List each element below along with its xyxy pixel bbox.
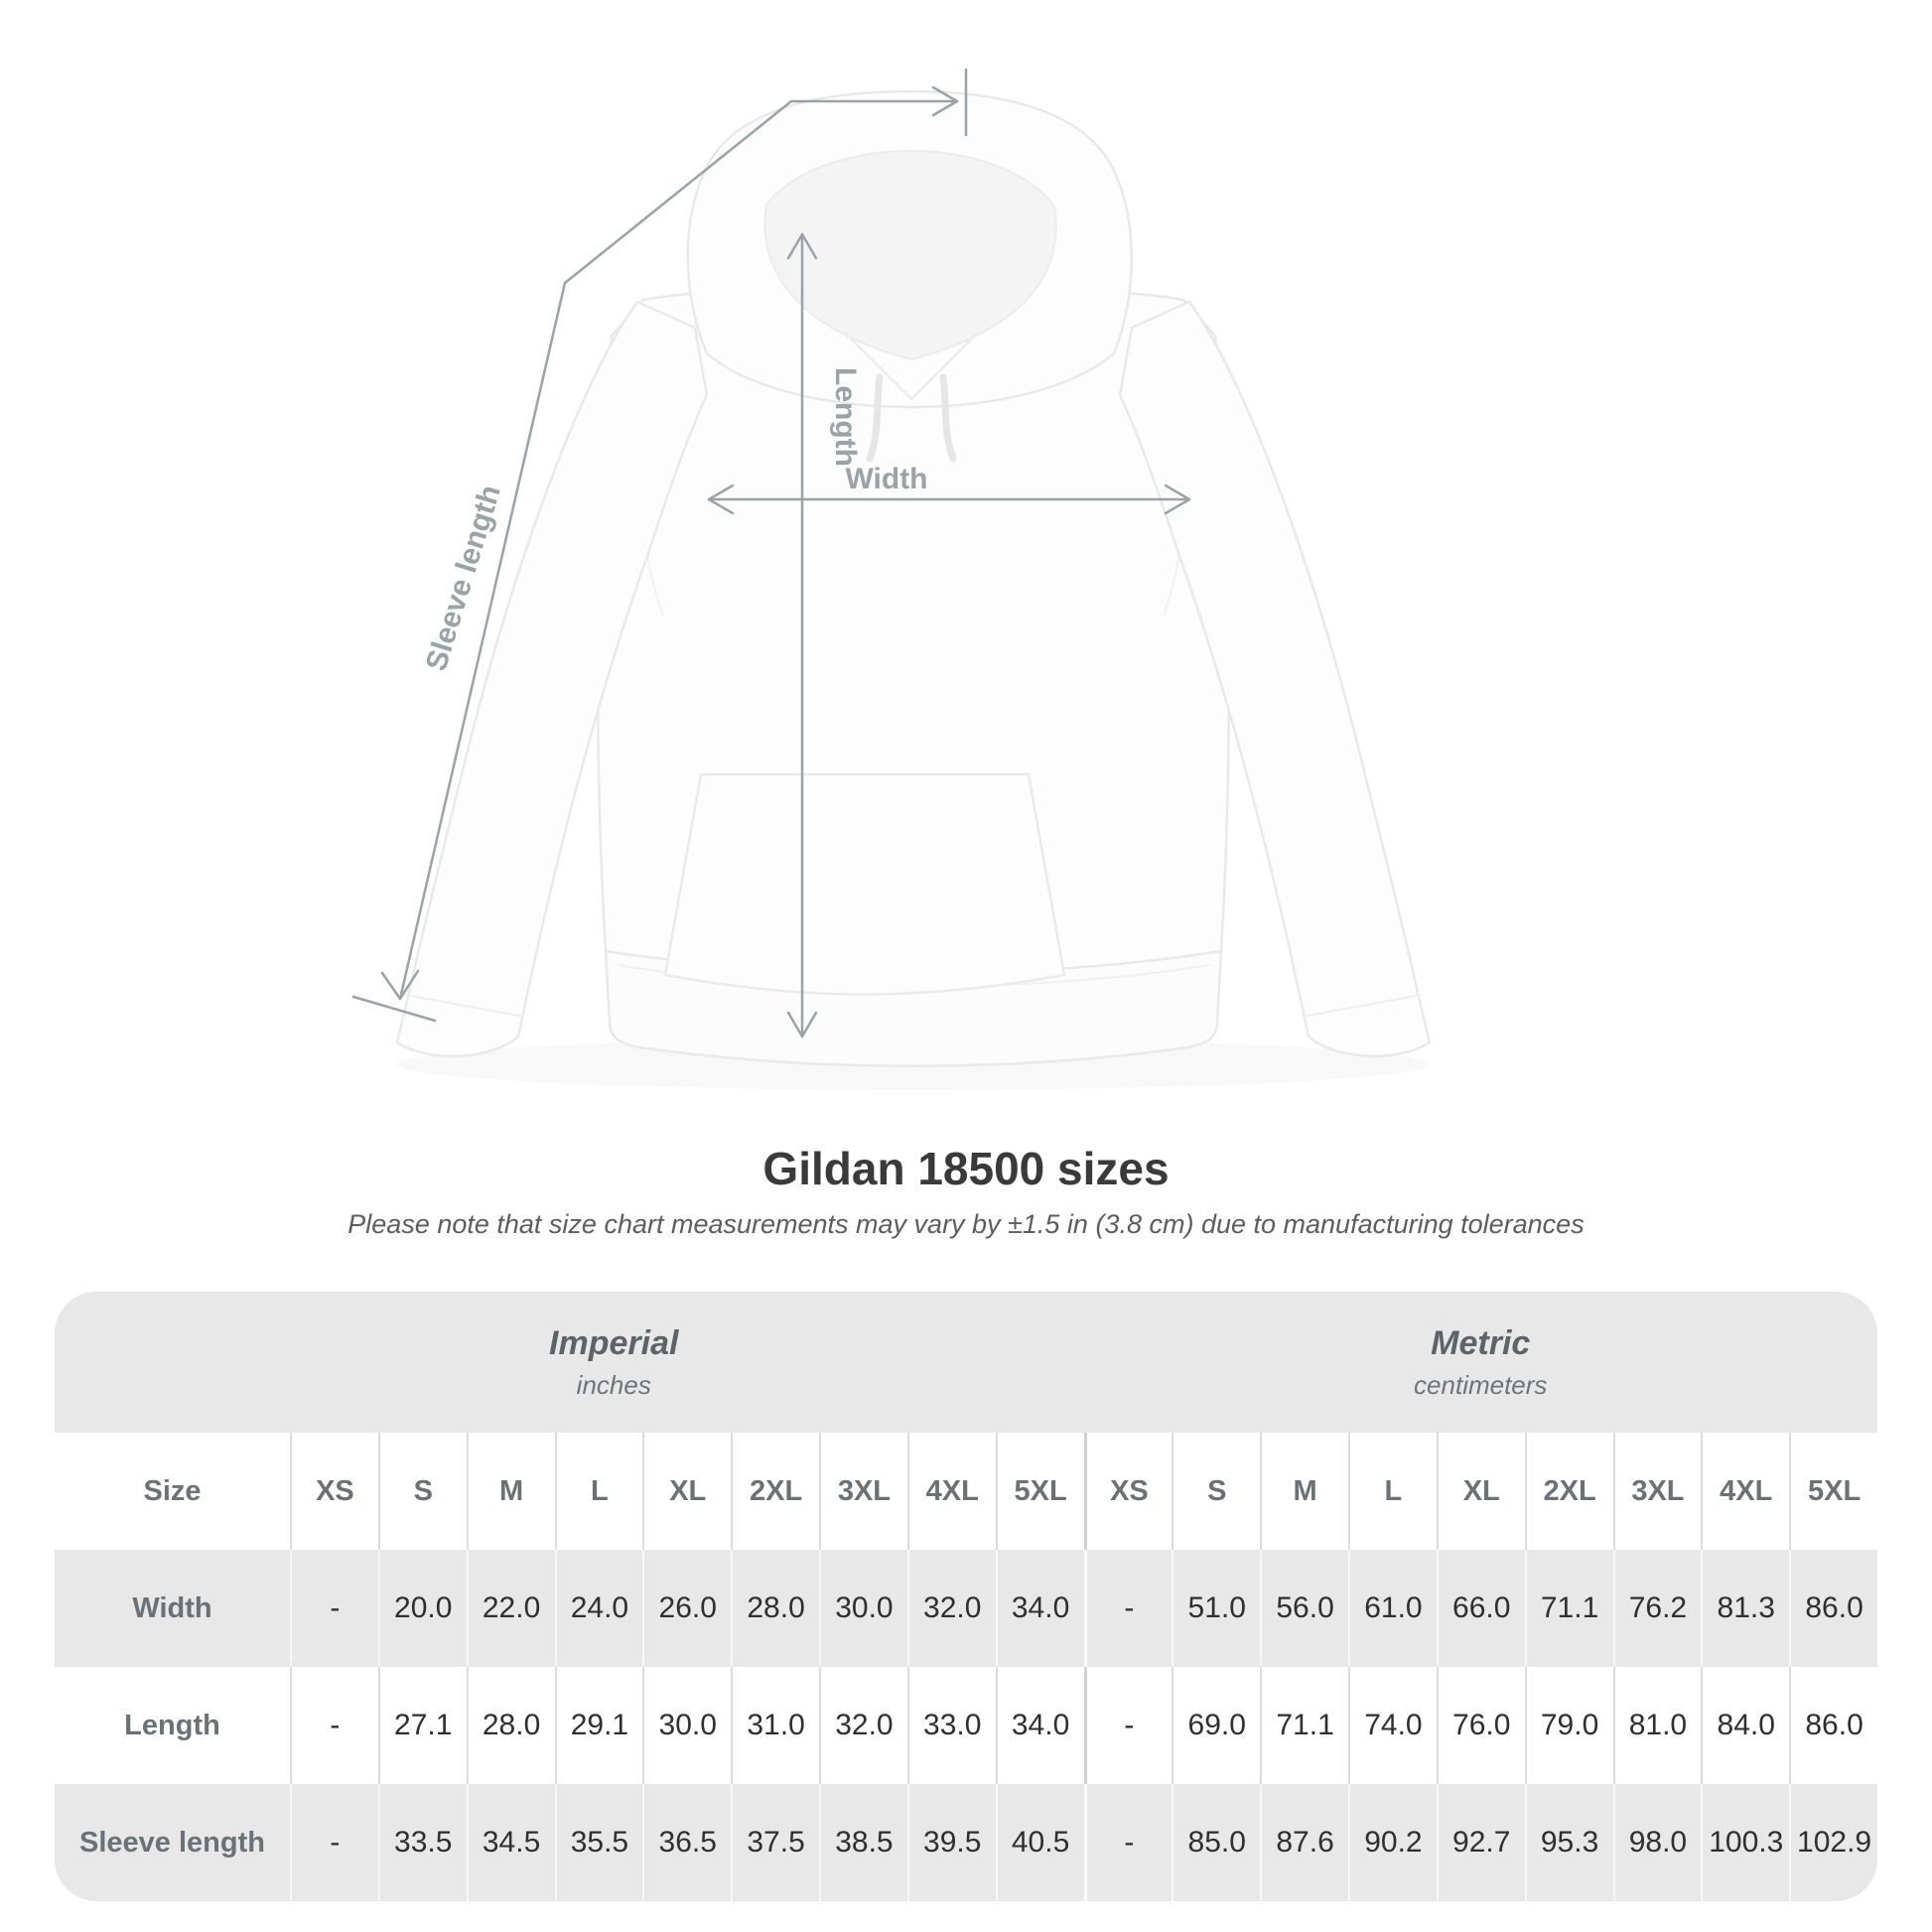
table-cell: 76.0 bbox=[1437, 1667, 1525, 1784]
size-header: 5XL bbox=[996, 1433, 1084, 1550]
table-cell: - bbox=[1084, 1550, 1173, 1667]
table-cell: 35.5 bbox=[555, 1784, 643, 1901]
table-cell: 85.0 bbox=[1172, 1784, 1260, 1901]
row-label: Length bbox=[55, 1667, 290, 1784]
table-cell: 28.0 bbox=[731, 1550, 819, 1667]
table-cell: 98.0 bbox=[1613, 1784, 1702, 1901]
table-cell: 30.0 bbox=[819, 1550, 907, 1667]
table-cell: 84.0 bbox=[1701, 1667, 1789, 1784]
table-cell: 95.3 bbox=[1525, 1784, 1613, 1901]
hoodie-pocket bbox=[665, 774, 1064, 995]
table-cell: - bbox=[290, 1550, 378, 1667]
size-header: 3XL bbox=[819, 1433, 907, 1550]
table-cell: - bbox=[1084, 1667, 1173, 1784]
unit-band-metric bbox=[1084, 1292, 1878, 1433]
size-header: 4XL bbox=[1701, 1433, 1789, 1550]
table-cell: 69.0 bbox=[1172, 1667, 1260, 1784]
metric-label: Metric bbox=[1431, 1323, 1531, 1362]
width-label: Width bbox=[845, 463, 928, 495]
table-cell: 76.2 bbox=[1613, 1550, 1702, 1667]
unit-band-imperial bbox=[55, 1292, 1084, 1433]
table-cell: 39.5 bbox=[907, 1784, 996, 1901]
table-cell: 102.9 bbox=[1789, 1784, 1877, 1901]
size-header: 2XL bbox=[731, 1433, 819, 1550]
table-cell: 32.0 bbox=[907, 1550, 996, 1667]
table-cell: 20.0 bbox=[378, 1550, 467, 1667]
table-cell: 24.0 bbox=[555, 1550, 643, 1667]
table-cell: 31.0 bbox=[731, 1667, 819, 1784]
table-cell: 86.0 bbox=[1789, 1550, 1877, 1667]
table-cell: 66.0 bbox=[1437, 1550, 1525, 1667]
size-header: XL bbox=[642, 1433, 731, 1550]
row-label: Sleeve length bbox=[55, 1784, 290, 1901]
size-header: 4XL bbox=[907, 1433, 996, 1550]
size-header: 3XL bbox=[1613, 1433, 1702, 1550]
table-cell: 37.5 bbox=[731, 1784, 819, 1901]
size-header: XL bbox=[1437, 1433, 1525, 1550]
table-cell: 81.0 bbox=[1613, 1667, 1702, 1784]
size-header: XS bbox=[290, 1433, 378, 1550]
table-cell: - bbox=[290, 1784, 378, 1901]
table-cell: 90.2 bbox=[1348, 1784, 1437, 1901]
table-cell: 100.3 bbox=[1701, 1784, 1789, 1901]
table-cell: 40.5 bbox=[996, 1784, 1084, 1901]
table-cell: 61.0 bbox=[1348, 1550, 1437, 1667]
table-cell: 51.0 bbox=[1172, 1550, 1260, 1667]
table-cell: 86.0 bbox=[1789, 1667, 1877, 1784]
size-table bbox=[55, 1292, 1877, 1901]
table-cell: 26.0 bbox=[642, 1550, 731, 1667]
imperial-unit: inches bbox=[576, 1369, 651, 1400]
sleeve-length-label: Sleeve length bbox=[419, 481, 507, 675]
table-cell: 36.5 bbox=[642, 1784, 731, 1901]
size-header: S bbox=[378, 1433, 467, 1550]
table-cell: 29.1 bbox=[555, 1667, 643, 1784]
table-cell: 56.0 bbox=[1260, 1550, 1348, 1667]
metric-unit: centimeters bbox=[1414, 1369, 1548, 1400]
table-cell: 81.3 bbox=[1701, 1550, 1789, 1667]
table-cell: - bbox=[1084, 1784, 1173, 1901]
table-cell: 38.5 bbox=[819, 1784, 907, 1901]
size-header: S bbox=[1172, 1433, 1260, 1550]
table-cell: 92.7 bbox=[1437, 1784, 1525, 1901]
table-cell: 27.1 bbox=[378, 1667, 467, 1784]
table-cell: 71.1 bbox=[1260, 1667, 1348, 1784]
table-cell: - bbox=[290, 1667, 378, 1784]
table-cell: 30.0 bbox=[642, 1667, 731, 1784]
table-cell: 79.0 bbox=[1525, 1667, 1613, 1784]
size-header: M bbox=[467, 1433, 555, 1550]
size-header: 2XL bbox=[1525, 1433, 1613, 1550]
table-cell: 33.0 bbox=[907, 1667, 996, 1784]
page-subtitle: Please note that size chart measurements may vary by ±1.5 in (3.8 cm) due to manufacturing tolerances bbox=[347, 1209, 1585, 1239]
table-cell: 32.0 bbox=[819, 1667, 907, 1784]
table-cell: 22.0 bbox=[467, 1550, 555, 1667]
size-column-header: Size bbox=[55, 1433, 290, 1550]
row-label: Width bbox=[55, 1550, 290, 1667]
table-cell: 34.0 bbox=[996, 1667, 1084, 1784]
imperial-label: Imperial bbox=[549, 1323, 679, 1362]
table-cell: 74.0 bbox=[1348, 1667, 1437, 1784]
table-cell: 87.6 bbox=[1260, 1784, 1348, 1901]
size-header: 5XL bbox=[1789, 1433, 1877, 1550]
table-cell: 34.0 bbox=[996, 1550, 1084, 1667]
size-header: L bbox=[555, 1433, 643, 1550]
size-header: L bbox=[1348, 1433, 1437, 1550]
length-label: Length bbox=[829, 367, 862, 467]
page-title: Gildan 18500 sizes bbox=[762, 1143, 1170, 1194]
table-cell: 71.1 bbox=[1525, 1550, 1613, 1667]
table-cell: 34.5 bbox=[467, 1784, 555, 1901]
size-header: XS bbox=[1084, 1433, 1173, 1550]
size-header: M bbox=[1260, 1433, 1348, 1550]
table-cell: 33.5 bbox=[378, 1784, 467, 1901]
table-cell: 28.0 bbox=[467, 1667, 555, 1784]
